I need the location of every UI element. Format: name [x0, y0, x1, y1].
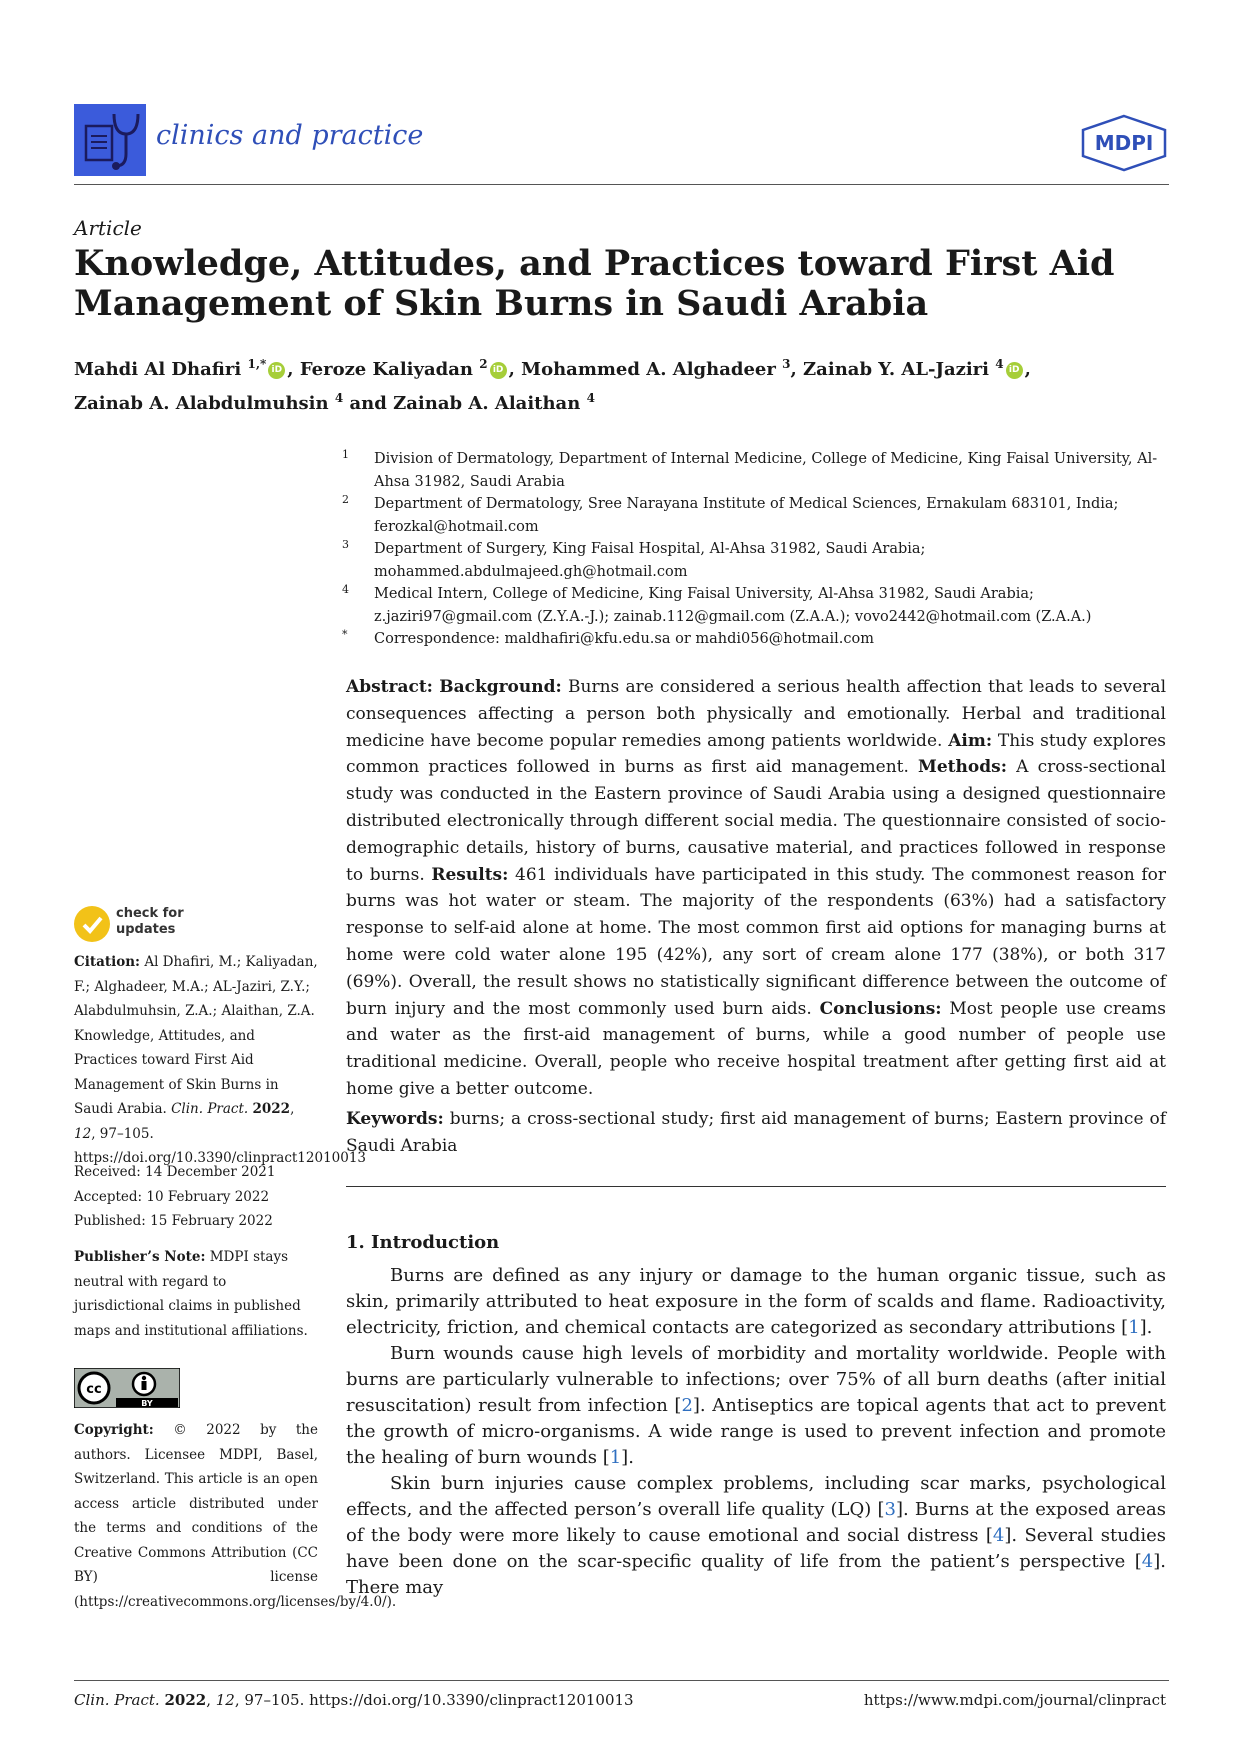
received-date: Received: 14 December 2021 [74, 1164, 276, 1180]
affiliation-list [344, 448, 1174, 651]
author-name: Zainab A. Alabdulmuhsin [74, 393, 329, 414]
abstract-section-label: Conclusions: [819, 998, 942, 1019]
journal-logo-icon [74, 104, 146, 176]
author-affiliation-marker: 3 [782, 357, 791, 371]
abstract-section-label: Results: [431, 864, 509, 885]
affiliation-text: Correspondence: maldhafiri@kfu.edu.sa or mahdi056@hotmail.com [374, 631, 874, 647]
footer-divider [74, 1680, 1169, 1681]
article-type: Article [74, 216, 142, 240]
orcid-icon[interactable]: iD [490, 362, 507, 379]
keywords-label: Keywords: [346, 1109, 444, 1129]
reference-link[interactable]: 2 [681, 1395, 693, 1416]
author-name: Feroze Kaliyadan [299, 359, 473, 380]
abstract-section-label: Methods: [918, 757, 1007, 778]
affiliation-text: Medical Intern, College of Medicine, King Faisal University, Al-Ahsa 31982, Saudi Arabia; z.jaziri97@gmail.com (Z.Y.A.-J.); zainab.112@gmail.com (Z.A.A.); vovo2442@hotmail.com (Z.A.A.) [374, 586, 1092, 625]
author-affiliation-marker: 1,* [247, 357, 267, 371]
section-divider [346, 1186, 1166, 1187]
mdpi-logo-text: MDPI [1094, 131, 1154, 155]
author-affiliation-marker: 4 [586, 391, 595, 405]
intro-paragraph: Burns are defined as any injury or damage to the human organic tissue, such as skin, primarily attributed to heat exposure in the form of scalds and flame. Radioactivity, electricity, friction, and chemical contacts are categorized as secondary attributions [1]. [346, 1265, 1166, 1338]
publisher-note: Publisher’s Note: MDPI stays neutral with regard to jurisdictional claims in published maps and institutional affiliations. [74, 1249, 308, 1339]
header-divider [74, 184, 1169, 185]
affiliation-number: 3 [342, 538, 349, 551]
affiliation-number: 4 [342, 583, 349, 596]
affiliation-item [344, 628, 1174, 651]
abstract-section-text: A cross-sectional study was conducted in the Eastern province of Saudi Arabia using a designed questionnaire distributed electronically through different social media. The questionnaire consisted of socio-demographic details, history of burns, causative material, and practices followed in response to burns. [346, 757, 1166, 885]
page-header [74, 104, 1169, 186]
publication-dates [74, 1160, 318, 1234]
copyright-block: Copyright: © 2022 by the authors. Licensee MDPI, Basel, Switzerland. This article is an open access article distributed under the terms and conditions of the Creative Commons Attribution (CC BY) license (https://creativecommons.org/licenses/by/4.0/). [74, 1422, 397, 1610]
reference-link[interactable]: 4 [992, 1525, 1005, 1546]
keywords-text: burns; a cross-sectional study; first aid management of burns; Eastern province of Saudi Arabia [346, 1109, 1166, 1156]
affiliation-item [344, 583, 1174, 628]
affiliation-number: 2 [342, 493, 349, 506]
intro-heading: 1. Introduction [346, 1232, 500, 1253]
intro-body [346, 1263, 1166, 1601]
check-updates-label: check for updates [116, 906, 184, 937]
footer-citation: Clin. Pract. 2022, 12, 97–105. https://doi.org/10.3390/clinpract12010013 [74, 1691, 634, 1709]
reference-link[interactable]: 1 [609, 1447, 622, 1468]
abstract-section-text: This study explores common practices followed in burns as first aid management. [346, 730, 1166, 778]
affiliation-text: Department of Dermatology, Sree Narayana Institute of Medical Sciences, Ernakulam 683101, India; ferozkal@hotmail.com [374, 496, 1119, 535]
reference-link[interactable]: 3 [884, 1499, 896, 1520]
affiliation-item [344, 448, 1174, 493]
footer-journal-url[interactable]: https://www.mdpi.com/journal/clinpract [863, 1691, 1166, 1709]
cc-by-label: BY [141, 1399, 153, 1408]
reference-link[interactable]: 4 [1141, 1551, 1154, 1572]
intro-paragraph: Skin burn injuries cause complex problems, including scar marks, psychological effects, and the affected person’s overall life quality (LQ) [3]. Burns at the exposed areas of the body were more likely to cause emotional and social distress [4]. Several studies have been done on the scar-specific quality of life from the patient’s perspective [4]. There may [346, 1473, 1166, 1598]
author-list: Mahdi Al Dhafiri $^{1,*}$ iD , Feroze Kaliyadan $^2$ iD , Mohammed A. Alghadeer $^3$, Zainab Y. AL-Jaziri $^4$ iD , Zainab A. Alabdulmuhsin $^4$ and Zainab A. Alaithan $^4$ [74, 357, 1031, 414]
author-name: Zainab Y. AL-Jaziri [803, 359, 990, 380]
check-for-updates-button[interactable] [74, 904, 204, 944]
affiliation-item [344, 493, 1174, 538]
abstract-section-text: Burns are considered a serious health affection that leads to several consequences affecting a person both physically and emotionally. Herbal and traditional medicine have become popular remedies among patients worldwide. [346, 677, 1167, 751]
orcid-icon[interactable]: iD [268, 362, 285, 379]
citation-block: Citation: Al Dhafiri, M.; Kaliyadan, F.; Alghadeer, M.A.; AL-Jaziri, Z.Y.; Alabdulmuhsin, Z.A.; Alaithan, Z.A. Knowledge, Attitudes, and Practices toward First Aid Management of Skin Burns in Saudi Arabia. Clin. Pract. 2022, 12, 97–105. https://doi.org/10.3390/clinpract12010013 [74, 954, 367, 1166]
author-name: Mahdi Al Dhafiri [74, 359, 242, 380]
affiliation-text: Division of Dermatology, Department of Internal Medicine, College of Medicine, King Faisal University, Al-Ahsa 31982, Saudi Arabia [374, 451, 1158, 490]
abstract-section-text: Most people use creams and water as the first-aid management of burns, while a good number of people use traditional medicine. Overall, people who receive hospital treatment after getting first aid at home give a better outcome. [346, 998, 1166, 1099]
citation-label: Citation: [74, 954, 141, 970]
mdpi-logo [1079, 114, 1169, 172]
abstract-section-text: 461 individuals have participated in this study. The commonest reason for burns was hot water or steam. The majority of the respondents (63%) had a satisfactory response to self-aid alone at home. The most common first aid options for managing burns at home were cold water alone 195 (42%), any sort of cream alone 177 (38%), or both 317 (69%). Overall, the result shows no statistically significant difference between the outcome of burn injury and the most commonly used burn aids. [346, 864, 1166, 1019]
published-date: Published: 15 February 2022 [74, 1213, 273, 1229]
intro-paragraph: Burn wounds cause high levels of morbidity and mortality worldwide. People with burns are particularly vulnerable to infections; over 75% of all burn deaths (after initial resuscitation) result from infection [2]. Antiseptics are topical agents that act to prevent the growth of micro-organisms. A wide range is used to prevent infection and promote the healing of burn wounds [1]. [346, 1343, 1166, 1468]
article-title: Knowledge, Attitudes, and Practices toward First Aid Management of Skin Burns in Saudi Arabia [74, 243, 1115, 324]
svg-text:cc: cc [86, 1382, 102, 1397]
author-name: Mohammed A. Alghadeer [521, 359, 776, 380]
author-affiliation-marker: 2 [479, 357, 488, 371]
author-affiliation-marker: 4 [334, 391, 344, 405]
accepted-date: Accepted: 10 February 2022 [74, 1188, 270, 1205]
abstract [346, 674, 1166, 1103]
journal-name: clinics and practice [156, 120, 424, 151]
abstract-label: Abstract: [346, 677, 433, 697]
affiliation-item [344, 538, 1174, 583]
affiliation-number: 1 [342, 448, 349, 461]
author-affiliation-marker: 4 [995, 357, 1004, 371]
reference-link[interactable]: 1 [1128, 1317, 1140, 1338]
orcid-icon[interactable]: iD [1006, 362, 1023, 379]
keywords [346, 1106, 1166, 1160]
abstract-section-label: Aim: [948, 730, 993, 751]
cc-by-license-badge[interactable] [74, 1368, 194, 1410]
check-updates-icon [74, 906, 110, 942]
footer-doi-link[interactable]: , 97–105. https://doi.org/10.3390/clinpract12010013 [234, 1691, 634, 1709]
affiliation-number: * [342, 628, 348, 641]
abstract-section-label: Background: [439, 677, 562, 697]
affiliation-text: Department of Surgery, King Faisal Hospital, Al-Ahsa 31982, Saudi Arabia; mohammed.abdulmajeed.gh@hotmail.com [374, 541, 926, 580]
author-name: Zainab A. Alaithan [393, 393, 581, 414]
citation-doi-link[interactable]: , 97–105. https://doi.org/10.3390/clinpract12010013 [74, 1125, 367, 1166]
